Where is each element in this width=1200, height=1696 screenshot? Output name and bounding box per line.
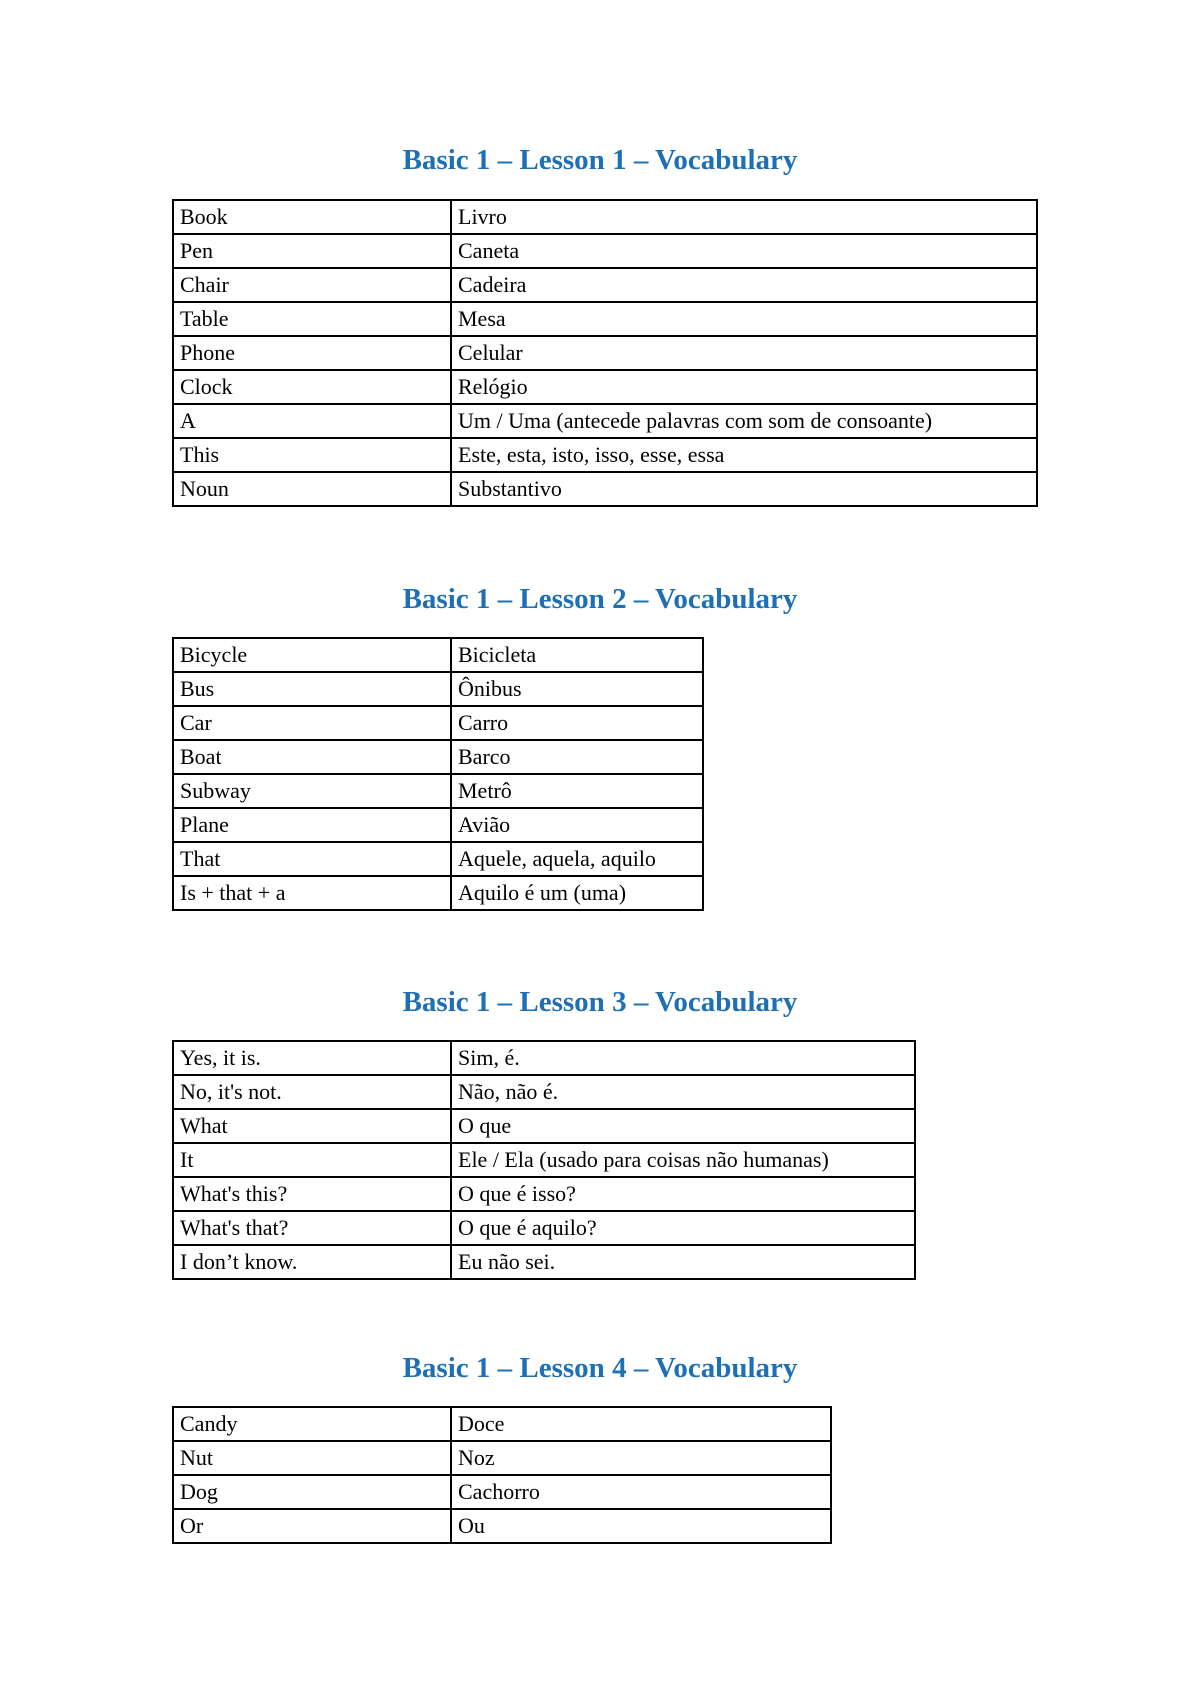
vocab-row	[173, 1245, 915, 1279]
vocab-row	[173, 672, 703, 706]
english-term: Table	[173, 302, 451, 336]
portuguese-translation: Mesa	[451, 302, 1037, 336]
english-term: Candy	[173, 1407, 451, 1441]
portuguese-translation: Cadeira	[451, 268, 1037, 302]
portuguese-translation: Substantivo	[451, 472, 1037, 506]
english-term: Clock	[173, 370, 451, 404]
english-term: Yes, it is.	[173, 1041, 451, 1075]
portuguese-translation: Caneta	[451, 234, 1037, 268]
vocab-row	[173, 302, 1037, 336]
english-term: Boat	[173, 740, 451, 774]
english-term: Chair	[173, 268, 451, 302]
lesson-2-rows	[173, 638, 703, 910]
english-term: It	[173, 1143, 451, 1177]
english-term: A	[173, 404, 451, 438]
english-term: Or	[173, 1509, 451, 1543]
vocab-row	[173, 200, 1037, 234]
portuguese-translation: Noz	[451, 1441, 831, 1475]
vocab-row	[173, 472, 1037, 506]
portuguese-translation: Metrô	[451, 774, 703, 808]
vocab-row	[173, 740, 703, 774]
vocab-row	[173, 370, 1037, 404]
portuguese-translation: Um / Uma (antecede palavras com som de consoante)	[451, 404, 1037, 438]
vocab-row	[173, 706, 703, 740]
vocab-row	[173, 404, 1037, 438]
vocab-row	[173, 1407, 831, 1441]
portuguese-translation: Ele / Ela (usado para coisas não humanas)	[451, 1143, 915, 1177]
portuguese-translation: Este, esta, isto, isso, esse, essa	[451, 438, 1037, 472]
lesson-1-title: Basic 1 – Lesson 1 – Vocabulary	[402, 144, 798, 176]
vocab-row	[173, 1441, 831, 1475]
english-term: Book	[173, 200, 451, 234]
english-term: I don’t know.	[173, 1245, 451, 1279]
lesson-3-rows	[173, 1041, 915, 1279]
vocab-row	[173, 876, 703, 910]
vocab-row	[173, 808, 703, 842]
portuguese-translation: O que	[451, 1109, 915, 1143]
vocab-row	[173, 1075, 915, 1109]
vocab-row	[173, 1475, 831, 1509]
portuguese-translation: Aquele, aquela, aquilo	[451, 842, 703, 876]
english-term: Phone	[173, 336, 451, 370]
english-term: Subway	[173, 774, 451, 808]
portuguese-translation: Sim, é.	[451, 1041, 915, 1075]
vocab-row	[173, 268, 1037, 302]
portuguese-translation: Relógio	[451, 370, 1037, 404]
portuguese-translation: Ou	[451, 1509, 831, 1543]
lesson-4-rows	[173, 1407, 831, 1543]
portuguese-translation: Barco	[451, 740, 703, 774]
vocab-row	[173, 1143, 915, 1177]
english-term: Bicycle	[173, 638, 451, 672]
vocab-row	[173, 842, 703, 876]
english-term: Is + that + a	[173, 876, 451, 910]
english-term: Car	[173, 706, 451, 740]
english-term: Nut	[173, 1441, 451, 1475]
vocab-row	[173, 1041, 915, 1075]
english-term: Dog	[173, 1475, 451, 1509]
lesson-3-vocab-table	[172, 1040, 916, 1280]
portuguese-translation: Celular	[451, 336, 1037, 370]
lesson-4-title: Basic 1 – Lesson 4 – Vocabulary	[402, 1352, 798, 1384]
vocab-row	[173, 638, 703, 672]
english-term: That	[173, 842, 451, 876]
portuguese-translation: Aquilo é um (uma)	[451, 876, 703, 910]
portuguese-translation: Eu não sei.	[451, 1245, 915, 1279]
english-term: What	[173, 1109, 451, 1143]
portuguese-translation: Carro	[451, 706, 703, 740]
portuguese-translation: O que é aquilo?	[451, 1211, 915, 1245]
vocab-row	[173, 336, 1037, 370]
english-term: What's this?	[173, 1177, 451, 1211]
english-term: No, it's not.	[173, 1075, 451, 1109]
lesson-1-rows	[173, 200, 1037, 506]
portuguese-translation: Não, não é.	[451, 1075, 915, 1109]
portuguese-translation: Livro	[451, 200, 1037, 234]
vocab-row	[173, 438, 1037, 472]
vocab-row	[173, 1509, 831, 1543]
lesson-4-vocab-table	[172, 1406, 832, 1544]
english-term: Pen	[173, 234, 451, 268]
vocab-row	[173, 774, 703, 808]
lesson-2-title: Basic 1 – Lesson 2 – Vocabulary	[402, 583, 798, 615]
lesson-2-vocab-table	[172, 637, 704, 911]
portuguese-translation: Avião	[451, 808, 703, 842]
vocab-row	[173, 1177, 915, 1211]
lesson-1-vocab-table	[172, 199, 1038, 507]
english-term: What's that?	[173, 1211, 451, 1245]
english-term: This	[173, 438, 451, 472]
english-term: Bus	[173, 672, 451, 706]
english-term: Plane	[173, 808, 451, 842]
portuguese-translation: Bicicleta	[451, 638, 703, 672]
portuguese-translation: Cachorro	[451, 1475, 831, 1509]
lesson-3-title: Basic 1 – Lesson 3 – Vocabulary	[402, 986, 798, 1018]
vocab-row	[173, 1109, 915, 1143]
portuguese-translation: O que é isso?	[451, 1177, 915, 1211]
portuguese-translation: Doce	[451, 1407, 831, 1441]
vocab-row	[173, 1211, 915, 1245]
vocab-row	[173, 234, 1037, 268]
english-term: Noun	[173, 472, 451, 506]
portuguese-translation: Ônibus	[451, 672, 703, 706]
